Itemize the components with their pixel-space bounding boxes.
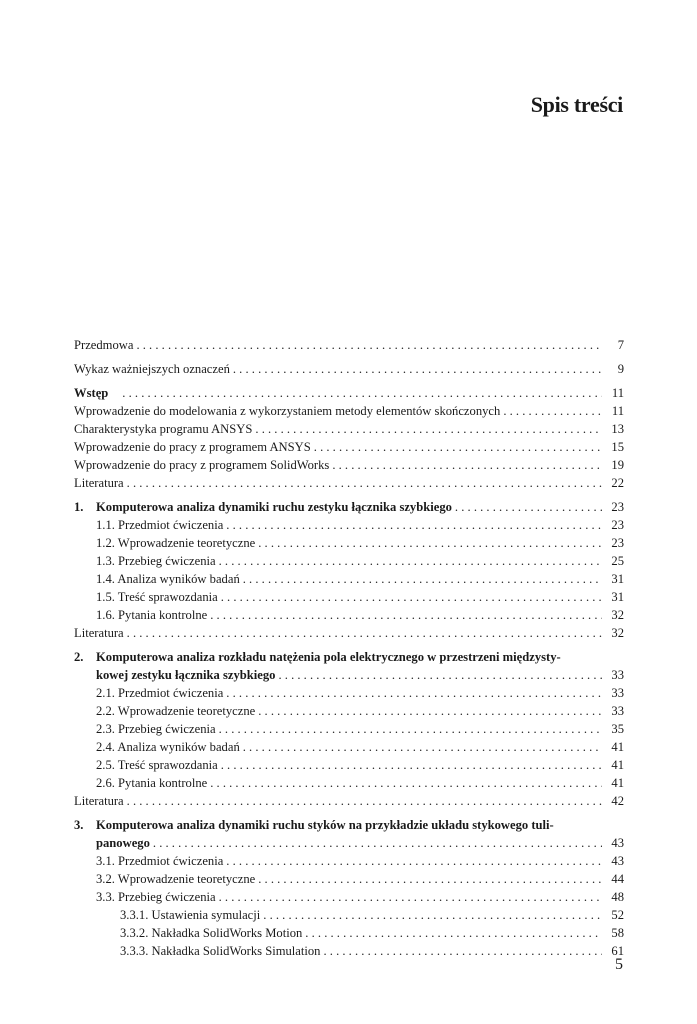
chapter-title-line-2: kowej zestyku łącznika szybkiego (96, 668, 276, 682)
entry-page: 31 (611, 590, 624, 604)
entry-title: 2.5. Treść sprawozdania (96, 758, 218, 772)
toc-subsection[interactable] (74, 942, 624, 960)
entry-page: 35 (611, 722, 624, 736)
toc-section[interactable] (74, 756, 624, 774)
dot-leader (219, 888, 602, 906)
dot-leader (314, 438, 602, 456)
chapter-title-line-2: panowego (96, 836, 150, 850)
entry-title: 2.2. Wprowadzenie teoretyczne (96, 704, 256, 718)
dot-leader (278, 666, 602, 684)
entry-page: 41 (611, 776, 624, 790)
entry-title: 3.1. Przedmiot ćwiczenia (96, 854, 224, 868)
dot-leader (221, 588, 602, 606)
dot-leader (243, 570, 602, 588)
entry-title: 1.5. Treść sprawozdania (96, 590, 218, 604)
toc-entry-symbols[interactable] (74, 360, 624, 378)
chapter-title: Komputerowa analiza dynamiki ruchu zestyku łącznika szybkiego (96, 500, 452, 514)
entry-page: 9 (617, 362, 624, 376)
entry-page: 23 (611, 500, 624, 514)
entry-page: 33 (611, 686, 624, 700)
toc-section[interactable] (74, 702, 624, 720)
toc-section[interactable] (74, 888, 624, 906)
toc-chapter-3[interactable] (74, 816, 624, 834)
entry-title: Wprowadzenie do pracy z programem ANSYS (74, 440, 311, 454)
chapter-number: 1. (74, 500, 84, 514)
dot-leader (503, 402, 602, 420)
toc-section[interactable] (74, 516, 624, 534)
chapter-number: 2. (74, 650, 84, 664)
table-of-contents (74, 336, 624, 960)
entry-page: 23 (611, 536, 624, 550)
dot-leader (122, 384, 602, 402)
dot-leader (219, 552, 602, 570)
dot-leader (243, 738, 602, 756)
entry-title: 3.3.1. Ustawienia symulacji (120, 908, 261, 922)
entry-page: 32 (611, 626, 624, 640)
dot-leader (226, 516, 602, 534)
dot-leader (226, 684, 602, 702)
dot-leader (127, 624, 602, 642)
toc-entry[interactable] (74, 420, 624, 438)
entry-title: Literatura (74, 626, 124, 640)
entry-page: 25 (611, 554, 624, 568)
entry-page: 43 (611, 854, 624, 868)
entry-page: 31 (611, 572, 624, 586)
entry-page: 23 (611, 518, 624, 532)
entry-title: 3.3.3. Nakładka SolidWorks Simulation (120, 944, 321, 958)
entry-title: Wprowadzenie do modelowania z wykorzystaniem metody elementów skończonych (74, 404, 501, 418)
toc-entry-preface[interactable] (74, 336, 624, 354)
dot-leader (226, 852, 602, 870)
chapter-number: 3. (74, 818, 84, 832)
entry-title: 2.1. Przedmiot ćwiczenia (96, 686, 224, 700)
entry-page: 42 (611, 794, 624, 808)
entry-title: 1.6. Pytania kontrolne (96, 608, 208, 622)
toc-subsection[interactable] (74, 906, 624, 924)
dot-leader (221, 756, 602, 774)
toc-chapter-1[interactable] (74, 498, 624, 516)
dot-leader (153, 834, 602, 852)
entry-title: Przedmowa (74, 338, 134, 352)
toc-section[interactable] (74, 606, 624, 624)
entry-title: 2.3. Przebieg ćwiczenia (96, 722, 216, 736)
entry-page: 22 (611, 476, 624, 490)
entry-page: 7 (617, 338, 624, 352)
entry-page: 48 (611, 890, 624, 904)
entry-page: 41 (611, 758, 624, 772)
dot-leader (258, 702, 602, 720)
entry-page: 33 (611, 668, 624, 682)
entry-page: 44 (611, 872, 624, 886)
entry-page: 11 (611, 404, 624, 418)
entry-title: Literatura (74, 794, 124, 808)
dot-leader (233, 360, 602, 378)
toc-section[interactable] (74, 738, 624, 756)
toc-section[interactable] (74, 570, 624, 588)
dot-leader (455, 498, 602, 516)
toc-section[interactable] (74, 774, 624, 792)
dot-leader (210, 774, 602, 792)
toc-section[interactable] (74, 588, 624, 606)
toc-entry-literature[interactable] (74, 792, 624, 810)
toc-chapter-2-cont[interactable] (74, 666, 624, 684)
entry-page: 41 (611, 740, 624, 754)
entry-title: Literatura (74, 476, 124, 490)
entry-title: Wstęp (74, 386, 109, 400)
toc-section[interactable] (74, 684, 624, 702)
toc-entry-literature[interactable] (74, 624, 624, 642)
toc-section[interactable] (74, 870, 624, 888)
toc-chapter-3-cont[interactable] (74, 834, 624, 852)
entry-page: 61 (611, 944, 624, 958)
entry-page: 52 (611, 908, 624, 922)
entry-title: 1.1. Przedmiot ćwiczenia (96, 518, 224, 532)
toc-entry[interactable] (74, 402, 624, 420)
dot-leader (219, 720, 602, 738)
entry-page: 15 (611, 440, 624, 454)
dot-leader (255, 420, 602, 438)
toc-section[interactable] (74, 720, 624, 738)
entry-title: 3.3. Przebieg ćwiczenia (96, 890, 216, 904)
dot-leader (127, 474, 602, 492)
chapter-title-line-1: Komputerowa analiza rozkładu natężenia pola elektrycznego w przestrzeni międzysty- (96, 650, 561, 664)
dot-leader (332, 456, 602, 474)
entry-title: 3.2. Wprowadzenie teoretyczne (96, 872, 256, 886)
toc-subsection[interactable] (74, 924, 624, 942)
entry-title: 1.2. Wprowadzenie teoretyczne (96, 536, 256, 550)
entry-title: Wykaz ważniejszych oznaczeń (74, 362, 230, 376)
entry-title: 1.3. Przebieg ćwiczenia (96, 554, 216, 568)
toc-section[interactable] (74, 534, 624, 552)
dot-leader (323, 942, 602, 960)
dot-leader (258, 534, 602, 552)
entry-page: 11 (611, 386, 624, 400)
entry-title: 3.3.2. Nakładka SolidWorks Motion (120, 926, 303, 940)
page-title: Spis treści (530, 92, 623, 117)
entry-title: Wprowadzenie do pracy z programem SolidWorks (74, 458, 330, 472)
entry-page: 13 (611, 422, 624, 436)
entry-page: 33 (611, 704, 624, 718)
dot-leader (305, 924, 602, 942)
dot-leader (210, 606, 602, 624)
toc-entry[interactable] (74, 438, 624, 456)
entry-title: 2.6. Pytania kontrolne (96, 776, 208, 790)
toc-section[interactable] (74, 552, 624, 570)
dot-leader (258, 870, 602, 888)
entry-title: Charakterystyka programu ANSYS (74, 422, 253, 436)
toc-entry[interactable] (74, 456, 624, 474)
toc-section[interactable] (74, 852, 624, 870)
entry-title: 2.4. Analiza wyników badań (96, 740, 240, 754)
toc-entry-literature[interactable] (74, 474, 624, 492)
page-number: 5 (615, 956, 623, 973)
entry-page: 19 (611, 458, 624, 472)
entry-page: 58 (611, 926, 624, 940)
entry-title: 1.4. Analiza wyników badań (96, 572, 240, 586)
dot-leader (263, 906, 602, 924)
entry-page: 32 (611, 608, 624, 622)
dot-leader (136, 336, 602, 354)
dot-leader (127, 792, 602, 810)
toc-entry-intro[interactable] (74, 384, 624, 402)
toc-chapter-2[interactable] (74, 648, 624, 666)
entry-page: 43 (611, 836, 624, 850)
chapter-title-line-1: Komputerowa analiza dynamiki ruchu styków na przykładzie układu stykowego tuli- (96, 818, 554, 832)
